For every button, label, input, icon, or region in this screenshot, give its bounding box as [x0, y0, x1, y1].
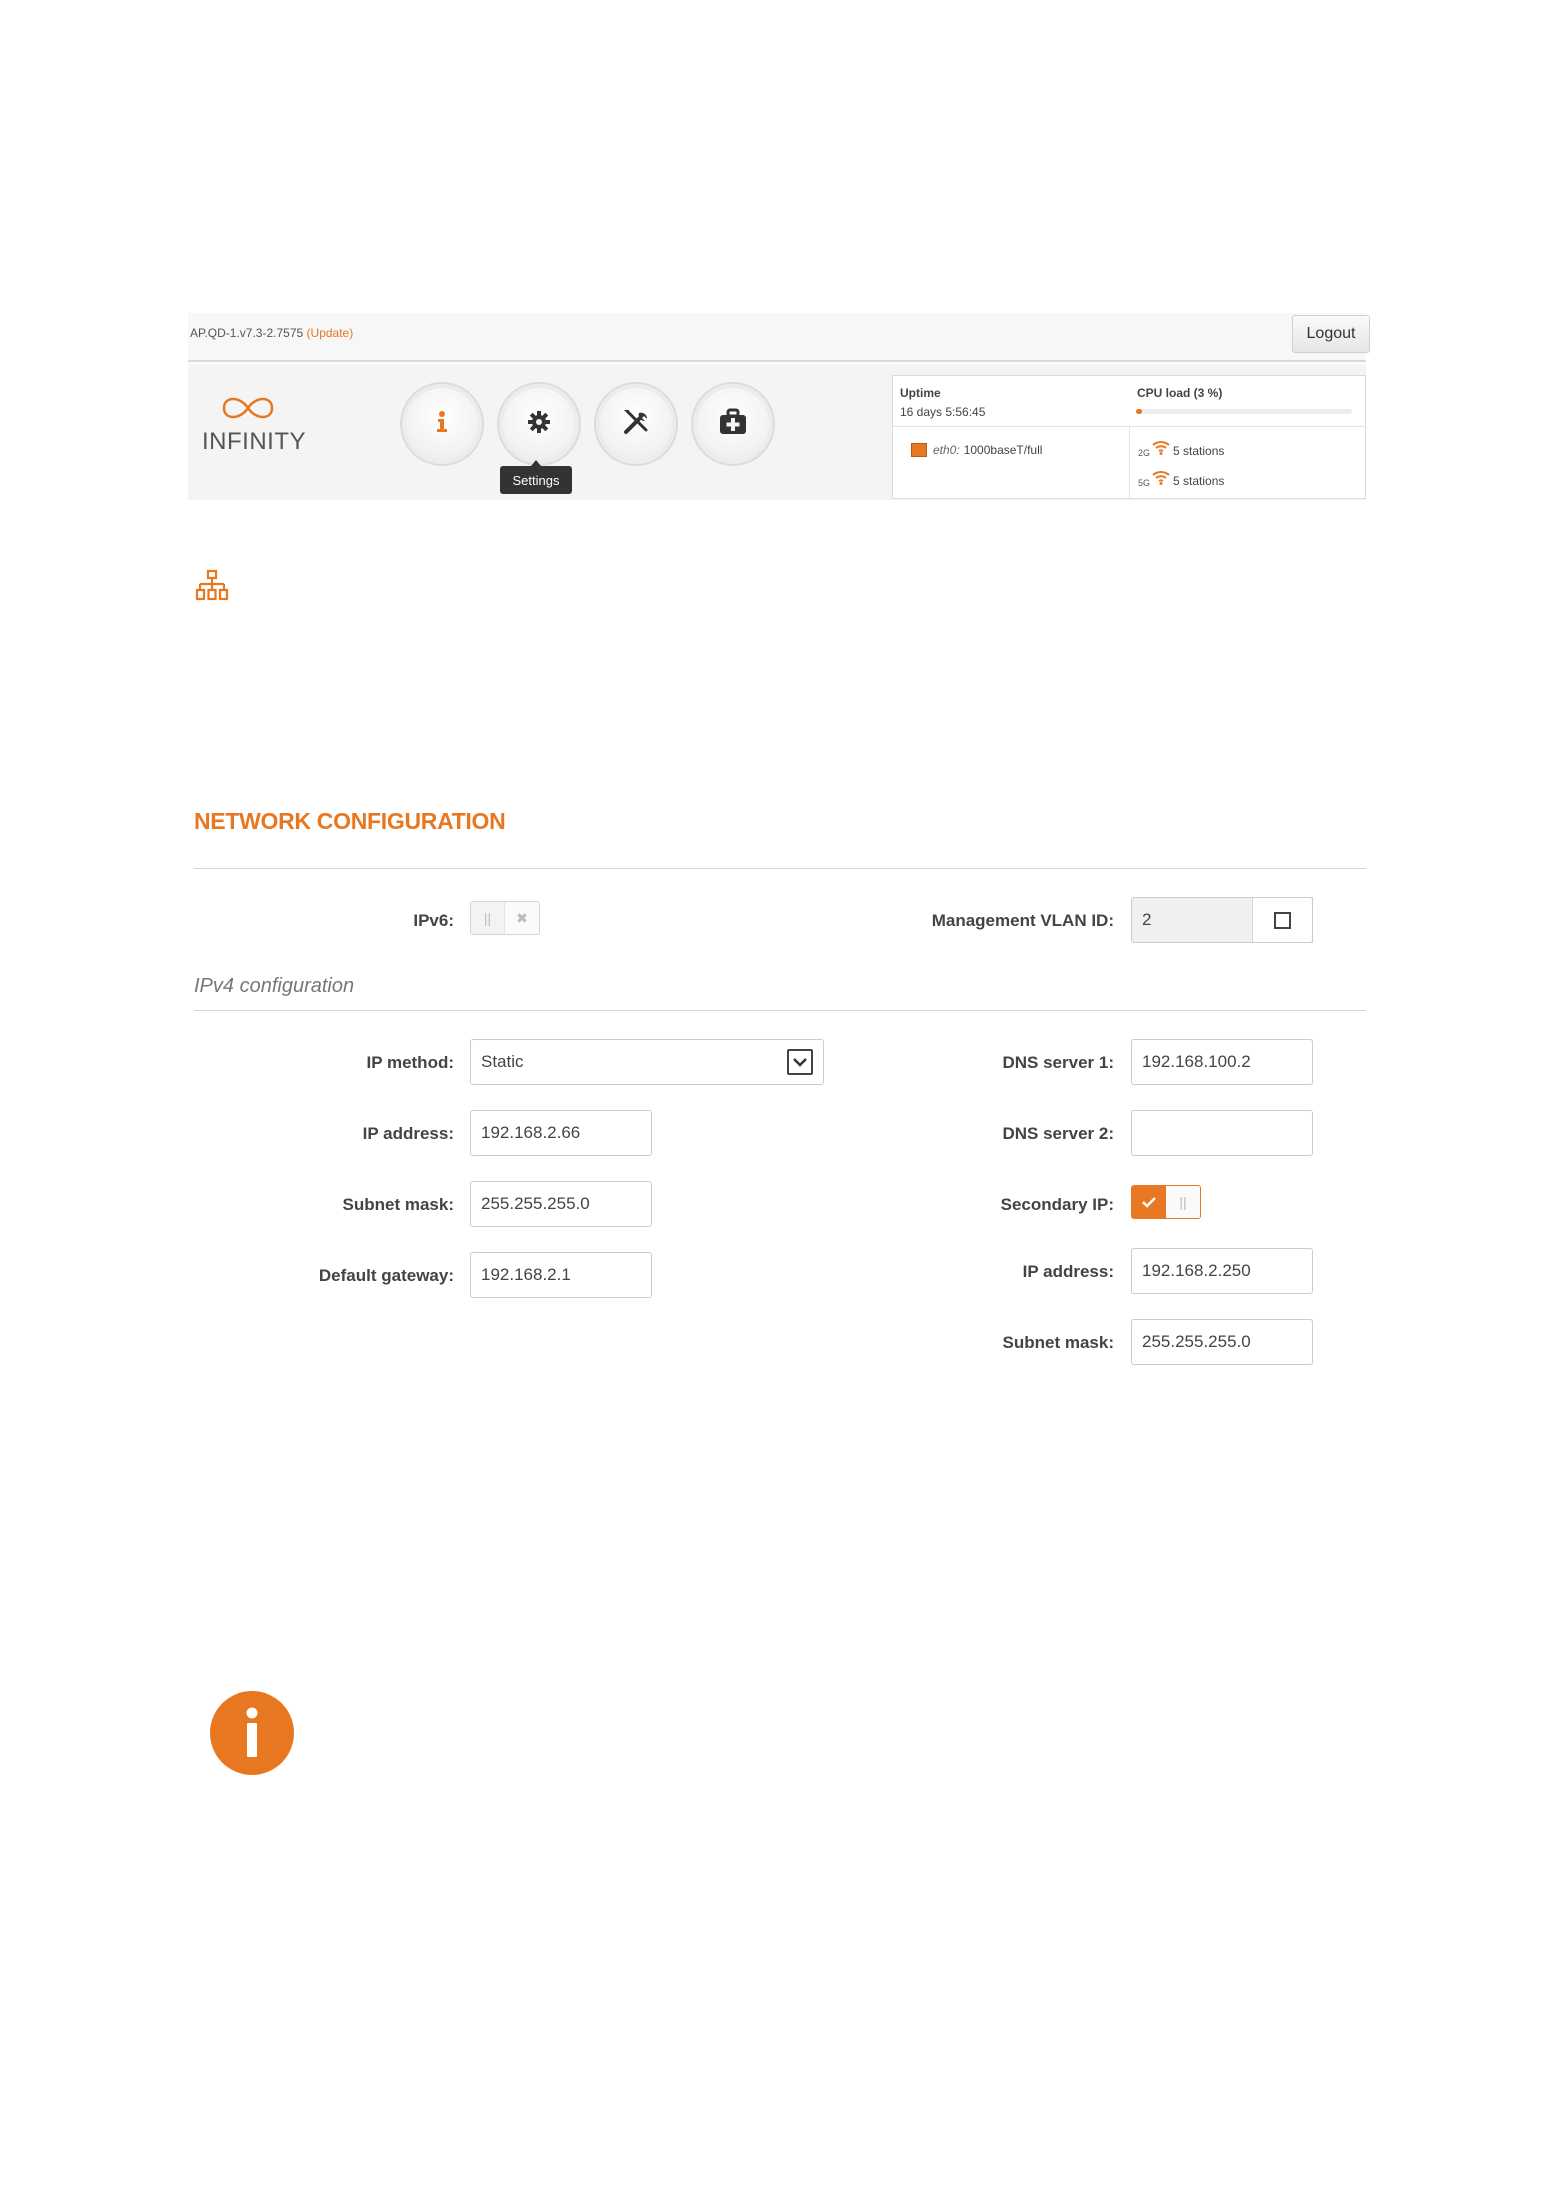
- wifi-2g-band: 2G: [1138, 448, 1151, 458]
- dns-server-1-label: DNS server 1:: [1002, 1053, 1114, 1072]
- secondary-subnet-mask-input[interactable]: 255.255.255.0: [1131, 1319, 1313, 1365]
- status-panel: [892, 375, 1366, 499]
- divider: [194, 868, 1366, 869]
- ipv6-label: IPv6:: [413, 911, 454, 930]
- dns-server-1-input[interactable]: 192.168.100.2: [1131, 1039, 1313, 1085]
- uptime-value: 16 days 5:56:45: [900, 405, 986, 419]
- wifi-2g-status: [1138, 439, 1224, 458]
- nav-info-button[interactable]: [400, 382, 484, 466]
- uptime-label: Uptime: [900, 386, 941, 400]
- divider: [188, 360, 1366, 362]
- nav-support-button[interactable]: [691, 382, 775, 466]
- settings-tooltip: Settings: [500, 466, 572, 494]
- close-icon: ✖: [505, 902, 539, 934]
- check-icon: [1132, 1186, 1166, 1218]
- firmware-version: [190, 326, 353, 340]
- tools-icon: [620, 406, 652, 443]
- cpu-load-label: CPU load (3 %): [1137, 386, 1223, 400]
- secondary-ip-toggle[interactable]: [1131, 1185, 1201, 1219]
- subnet-mask-input[interactable]: 255.255.255.0: [470, 1181, 652, 1227]
- logo-text: INFINITY: [202, 428, 306, 455]
- eth-label: eth0:: [933, 443, 960, 457]
- infinity-logo-icon: [218, 393, 278, 428]
- update-link[interactable]: (Update): [306, 326, 354, 340]
- divider: [194, 1010, 1366, 1011]
- ip-method-label: IP method:: [366, 1053, 454, 1072]
- divider: [1129, 427, 1130, 499]
- ip-address-label: IP address:: [362, 1124, 454, 1143]
- wifi-5g-value: 5 stations: [1173, 474, 1225, 488]
- vlan-checkbox[interactable]: [1252, 897, 1313, 943]
- wifi-5g-band: 5G: [1138, 478, 1151, 488]
- checkbox-icon: [1274, 912, 1291, 929]
- wifi-icon: [1151, 469, 1171, 488]
- gear-icon: [526, 409, 552, 440]
- chevron-down-icon: [787, 1049, 813, 1075]
- wifi-5g-status: [1138, 469, 1224, 488]
- secondary-ip-label: Secondary IP:: [1000, 1195, 1114, 1214]
- wifi-2g-value: 5 stations: [1173, 444, 1225, 458]
- cpu-load-fill: [1136, 409, 1142, 414]
- dns-server-2-label: DNS server 2:: [1002, 1124, 1114, 1143]
- ip-method-value: Static: [481, 1052, 524, 1071]
- info-icon: [210, 1691, 294, 1775]
- ip-address-input[interactable]: 192.168.2.66: [470, 1110, 652, 1156]
- ip-method-select[interactable]: [470, 1039, 824, 1085]
- eth-status: [911, 443, 1042, 457]
- ipv4-subtitle: IPv4 configuration: [194, 975, 355, 997]
- wifi-icon: [1151, 439, 1171, 458]
- eth-value: 1000baseT/full: [963, 443, 1043, 457]
- section-title: NETWORK CONFIGURATION: [194, 808, 506, 834]
- firmware-version-text: AP.QD-1.v7.3-2.7575: [190, 326, 304, 340]
- toggle-grip-icon: ||: [471, 902, 505, 934]
- cpu-load-bar: [1136, 409, 1352, 414]
- vlan-input[interactable]: 2: [1131, 897, 1313, 943]
- logout-button[interactable]: Logout: [1292, 315, 1370, 353]
- default-gateway-input[interactable]: 192.168.2.1: [470, 1252, 652, 1298]
- nav-settings-button[interactable]: [497, 382, 581, 466]
- info-icon: [432, 410, 452, 439]
- nav-tools-button[interactable]: [594, 382, 678, 466]
- secondary-ip-address-input[interactable]: 192.168.2.250: [1131, 1248, 1313, 1294]
- top-bar: [188, 313, 1366, 363]
- default-gateway-label: Default gateway:: [318, 1266, 454, 1285]
- ipv6-toggle[interactable]: [470, 901, 540, 935]
- toggle-grip-icon: ||: [1166, 1186, 1200, 1218]
- vlan-label: Management VLAN ID:: [931, 911, 1114, 930]
- ethernet-port-icon: [911, 443, 927, 457]
- network-icon: [195, 569, 229, 608]
- subnet-mask-label: Subnet mask:: [342, 1195, 454, 1214]
- first-aid-icon: [718, 408, 748, 441]
- secondary-subnet-mask-label: Subnet mask:: [1002, 1333, 1114, 1352]
- dns-server-2-input[interactable]: [1131, 1110, 1313, 1156]
- secondary-ip-address-label: IP address:: [1022, 1262, 1114, 1281]
